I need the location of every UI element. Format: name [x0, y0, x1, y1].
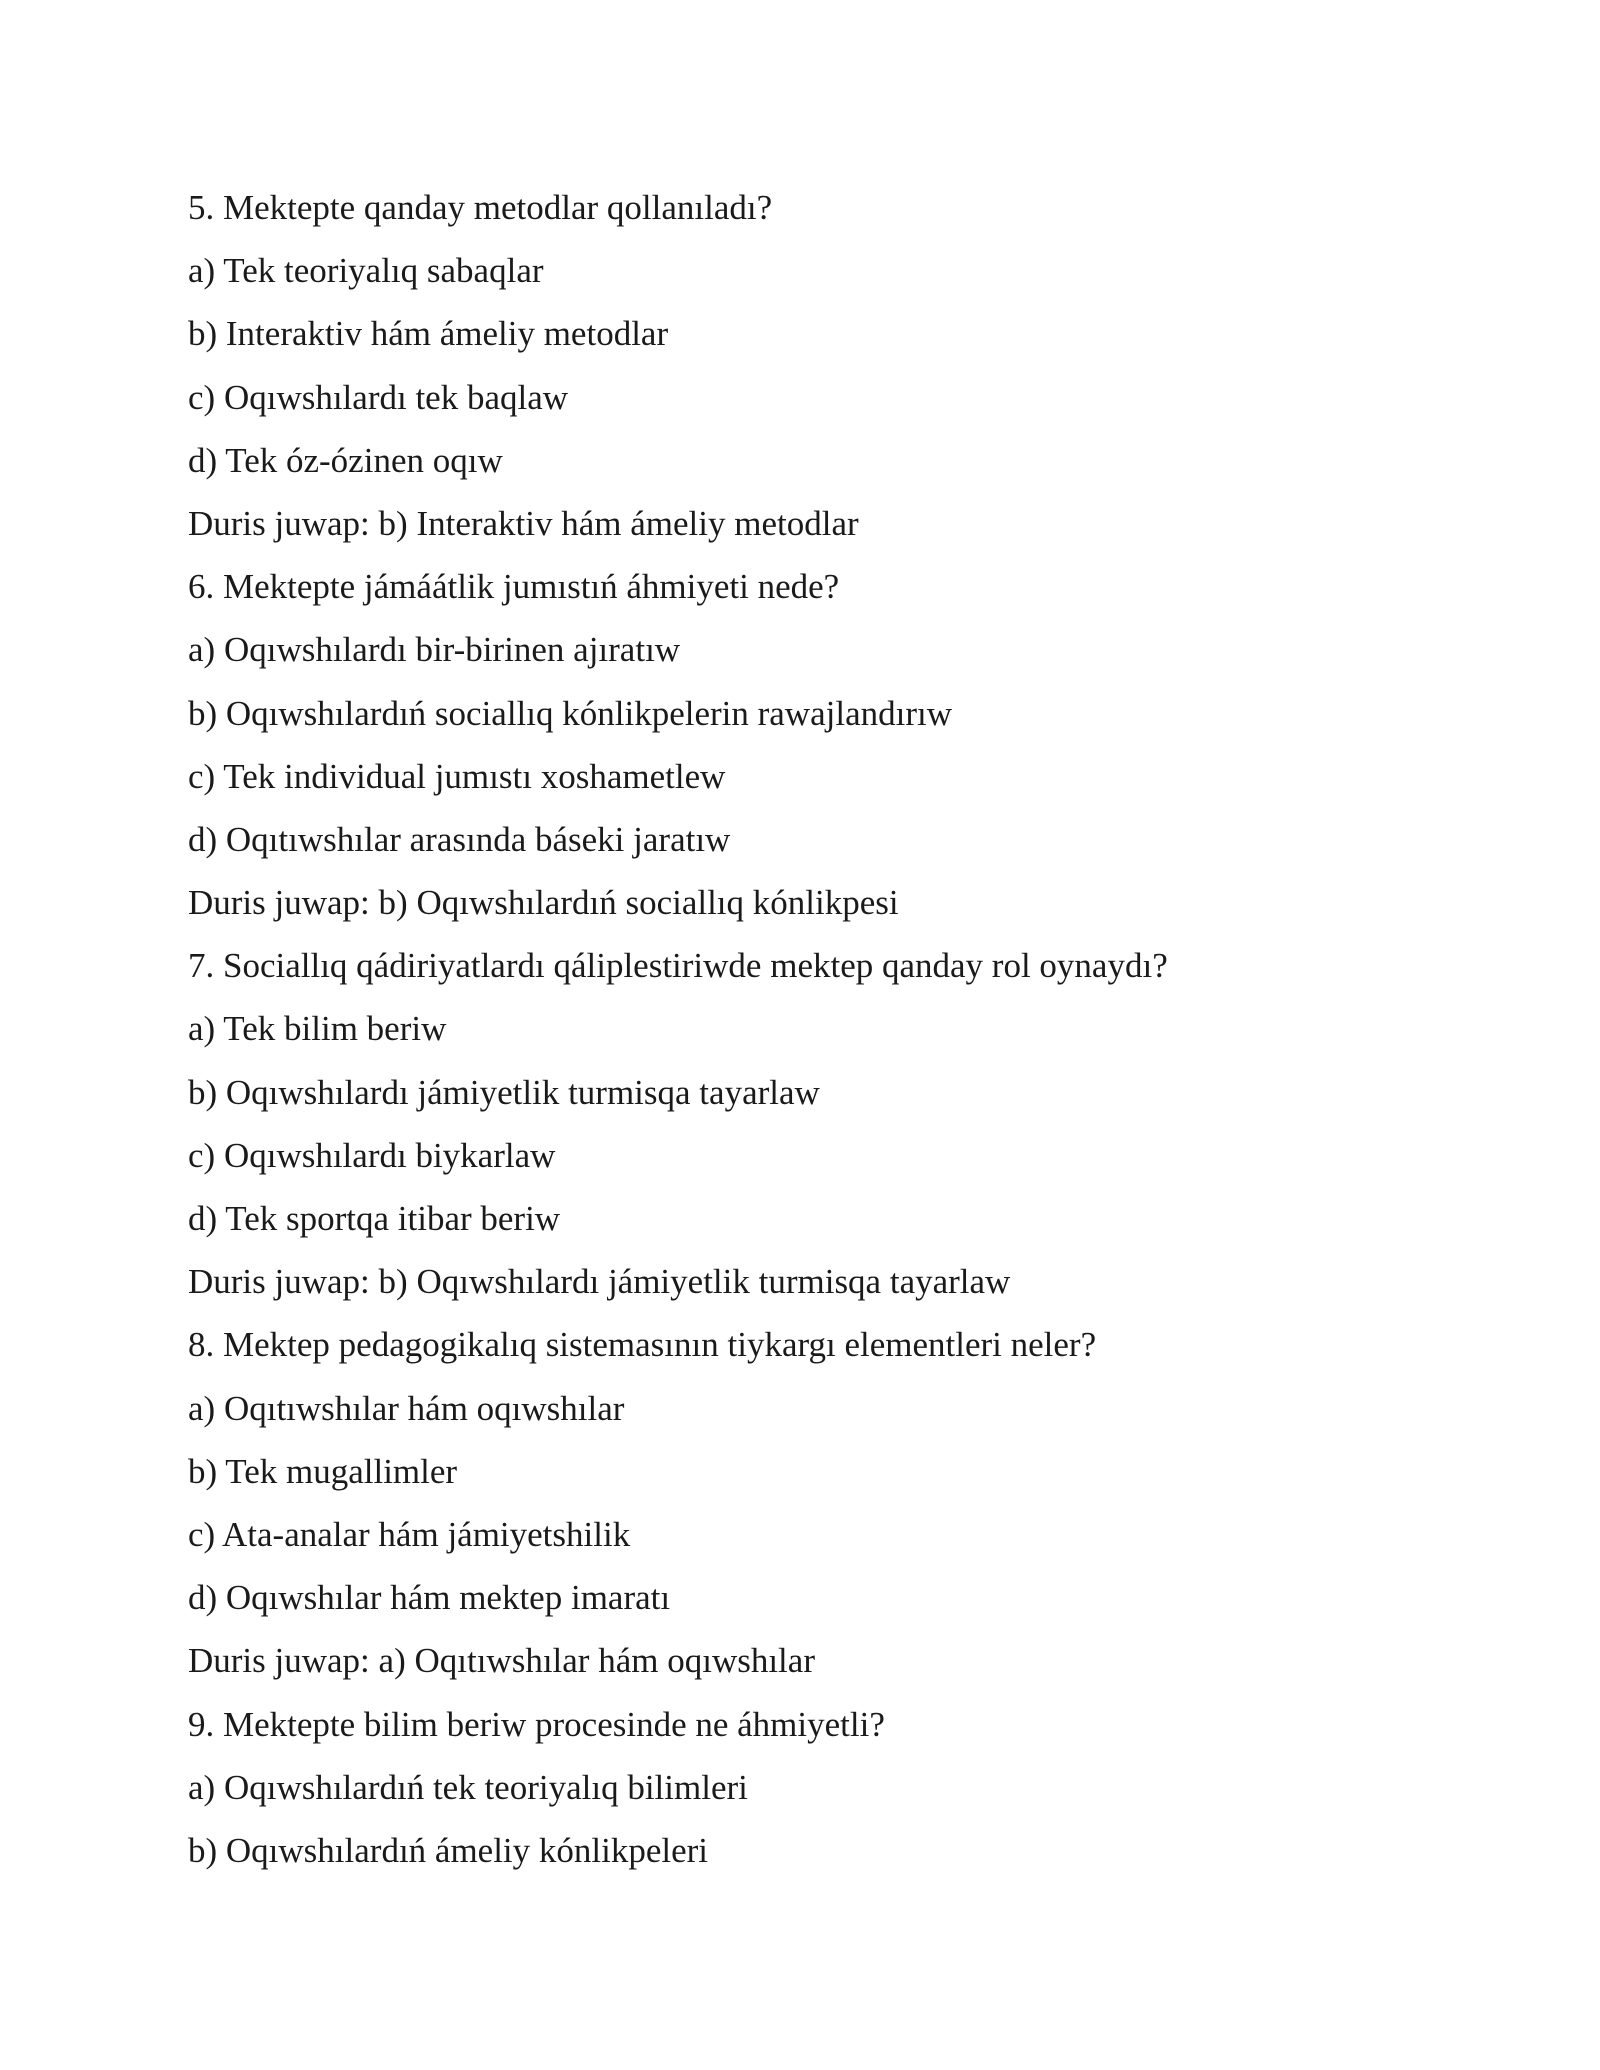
option-c: c) Ata-analar hám jámiyetshilik [188, 1514, 631, 1554]
question-text: 6. Mektepte jámáátlik jumıstıń áhmiyeti nede? [188, 567, 840, 607]
option-b: b) Oqıwshılardıń sociallıq kónlikpelerin rawajlandırıw [188, 693, 952, 733]
option-b: b) Tek mugallimler [188, 1451, 458, 1491]
correct-answer: Duris juwap: b) Oqıwshılardıń sociallıq kónlikpesi [188, 883, 899, 923]
question-text: 8. Mektep pedagogikalıq sistemasının tiykargı elementleri neler? [188, 1325, 1097, 1365]
option-d: d) Oqıtıwshılar arasında báseki jaratıw [188, 819, 731, 859]
question-block [188, 934, 1508, 1313]
option-c: c) Tek individual jumıstı xoshametlew [188, 756, 726, 796]
option-a: a) Tek bilim beriw [188, 1009, 447, 1049]
question-text: 7. Sociallıq qádiriyatlardı qáliplestiriwde mektep qanday rol oynaydı? [188, 946, 1168, 986]
document-body [188, 176, 1508, 1882]
option-c: c) Oqıwshılardı biykarlaw [188, 1135, 556, 1175]
option-b: b) Oqıwshılardı jámiyetlik turmisqa tayarlaw [188, 1072, 820, 1112]
question-text: 9. Mektepte bilim beriw procesinde ne áhmiyetli? [188, 1704, 885, 1744]
correct-answer: Duris juwap: b) Interaktiv hám ámeliy metodlar [188, 503, 859, 543]
option-b: b) Interaktiv hám ámeliy metodlar [188, 314, 669, 354]
option-d: d) Oqıwshılar hám mektep imaratı [188, 1578, 671, 1618]
option-a: a) Oqıwshılardıń tek teoriyalıq bilimleri [188, 1767, 748, 1807]
question-block [188, 1313, 1508, 1692]
correct-answer: Duris juwap: b) Oqıwshılardı jámiyetlik turmisqa tayarlaw [188, 1262, 1011, 1302]
question-text: 5. Mektepte qanday metodlar qollanıladı? [188, 188, 773, 227]
option-a: a) Oqıtıwshılar hám oqıwshılar [188, 1388, 625, 1428]
question-block [188, 1693, 1508, 1883]
option-d: d) Tek sportqa itibar beriw [188, 1199, 561, 1238]
option-b: b) Oqıwshılardıń ámeliy kónlikpeleri [188, 1830, 709, 1870]
option-c: c) Oqıwshılardı tek baqlaw [188, 377, 569, 417]
option-d: d) Tek óz-ózinen oqıw [188, 440, 503, 480]
correct-answer: Duris juwap: a) Oqıtıwshılar hám oqıwshılar [188, 1641, 815, 1681]
question-block [188, 555, 1508, 934]
option-a: a) Tek teoriyalıq sabaqlar [188, 251, 544, 291]
option-a: a) Oqıwshılardı bir-birinen ajıratıw [188, 630, 681, 670]
question-block [188, 176, 1508, 555]
